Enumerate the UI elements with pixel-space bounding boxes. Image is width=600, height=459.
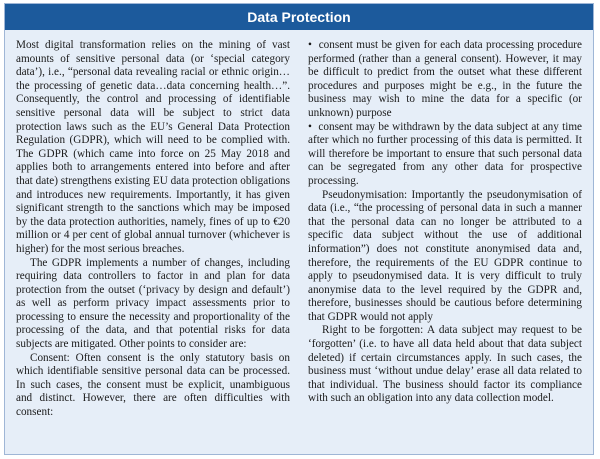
right-column: [308, 39, 582, 420]
box-title: Data Protection: [5, 4, 593, 30]
paragraph: Right to be forgotten: A data subject may request to be ‘forgotten’ (i.e. to have all data held about that data subject deleted) if certain circumstances apply. In such cases, the business must ‘without undue delay’ erase all data related to that individual. The business should factor its compliance with such an obligation into any data collection model.: [308, 324, 582, 405]
paragraph: The GDPR implements a number of changes, including requiring data controllers to factor in and plan for data protection from the outset (‘privacy by design and default’) as well as perform privacy impact assessments prior to processing to ensure the necessity and proportionality of the processing of the data, and that potential risks for data subjects are mitigated. Other points to consider are:: [16, 256, 290, 351]
left-column: [16, 39, 290, 420]
columns: [5, 30, 593, 420]
paragraph: Pseudonymisation: Importantly the pseudonymisation of data (i.e., “the processing of personal data in such a manner that the personal data can no longer be attributed to a specific data subject without the use of additional information”) does not constitute anonymised data and, therefore, the requirements of the EU GDPR continue to apply to pseudonymised data. It is very difficult to truly anonymise data to the level required by the GDPR and, therefore, businesses should be cautious before determining that GDPR would not apply: [308, 188, 582, 323]
bullet-item: • consent may be withdrawn by the data subject at any time after which no further processing of this data is permitted. It will therefore be important to ensure that such personal data can be segregated from any other data for prospective processing.: [308, 121, 582, 189]
bullet-item: • consent must be given for each data processing procedure performed (rather than a general consent). However, it may be difficult to predict from the outset what these different procedures and purposes might be e.g., in the future the business may wish to mine the data for a specific (or unknown) purpose: [308, 39, 582, 121]
paragraph: Consent: Often consent is the only statutory basis on which identifiable sensitive personal data can be processed. In such cases, the consent must be explicit, unambiguous and distinct. However, there are often difficulties with consent:: [16, 351, 290, 419]
paragraph: Most digital transformation relies on the mining of vast amounts of sensitive personal data (or ‘special category data’), i.e., “personal data revealing racial or ethnic origin… the processing of genetic data…data concerning health…”. Consequently, the control and processing of identifiable sensitive personal data will be subject to strict data protection laws such as the EU’s General Data Protection Regulation (GDPR), which will need to be complied with. The GDPR (which came into force on 25 May 2018 and applies both to arrangements entered into before and after that date) strengthens existing EU data protection obligations and introduces new requirements. Importantly, it has given significant strength to the sanctions which may be imposed by the data protection authorities, namely, fines of up to €20 million or 4 per cent of global annual turnover (whichever is higher) for the most serious breaches.: [16, 39, 290, 255]
data-protection-box: [4, 3, 594, 455]
